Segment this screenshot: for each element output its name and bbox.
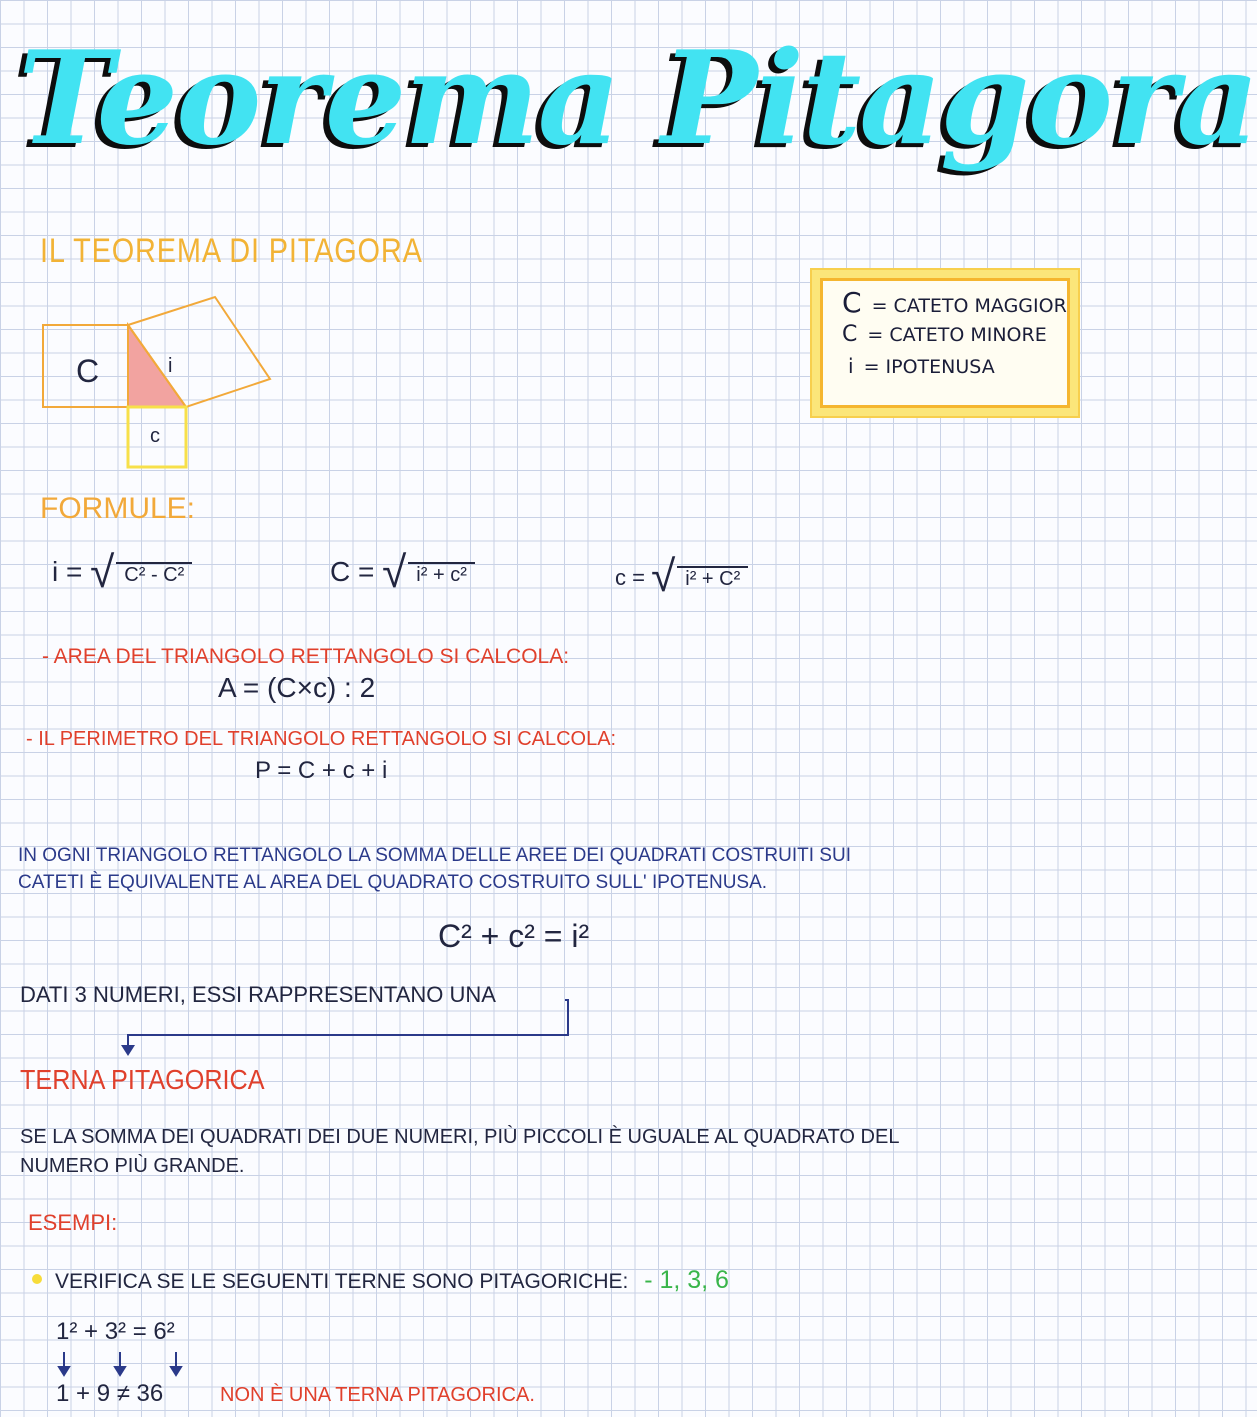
theorem-statement-line-2: CATETI È EQUIVALENTE AL AREA DEL QUADRATO COSTRUITO SULL' IPOTENUSA. (18, 872, 768, 893)
verifica-values: - 1, 3, 6 (644, 1266, 729, 1294)
section-heading: IL TEOREMA DI PITAGORA (40, 232, 423, 270)
legend-text: CATETO MINORE (889, 324, 1047, 346)
theorem-statement-line-1: IN OGNI TRIANGOLO RETTANGOLO LA SOMMA DELLE AREE DEI QUADRATI COSTRUITI SUI (18, 845, 851, 866)
label-minor-leg: c (150, 425, 160, 447)
label-major-leg: C (76, 353, 100, 389)
label-hypotenuse: i (168, 355, 173, 377)
formula-hypotenuse (52, 548, 192, 598)
bullet-icon (32, 1274, 42, 1284)
legend-text: IPOTENUSA (885, 356, 995, 378)
terna-heading: TERNA PITAGORICA (20, 1064, 265, 1095)
down-arrow-icon (110, 990, 580, 1060)
formula-lhs: i = (52, 556, 83, 587)
formula-lhs: c = (615, 565, 645, 590)
terna-definition-line-1: SE LA SOMMA DEI QUADRATI DEI DUE NUMERI, PIÙ PICCOLI È UGUALE AL QUADRATO DEL (20, 1126, 900, 1148)
example-result: 1 + 9 ≠ 36 (56, 1380, 164, 1407)
main-equation: C² + c² = i² (438, 918, 590, 954)
legend-equals: = (863, 356, 880, 378)
down-arrows-icon (56, 1350, 196, 1378)
formula-major-leg (330, 548, 475, 598)
sqrt-symbol: √ (90, 548, 115, 597)
legend-symbol: i (848, 354, 854, 378)
legend-symbol: C (842, 322, 858, 347)
perimeter-formula: P = C + c + i (255, 757, 388, 784)
formule-heading: FORMULE: (40, 492, 196, 525)
terna-definition-line-2: NUMERO PIÙ GRANDE. (20, 1155, 245, 1177)
legend-row (842, 286, 1067, 319)
sqrt-symbol: √ (651, 552, 676, 601)
legend-box (812, 270, 1078, 416)
legend-row (842, 354, 995, 378)
example-squares: 1² + 3² = 6² (56, 1318, 175, 1345)
formula-radicand: i² + c² (408, 562, 475, 587)
example-verdict: NON È UNA TERNA PITAGORICA. (220, 1384, 535, 1406)
pythagoras-diagram (40, 290, 280, 475)
sqrt-symbol: √ (382, 548, 407, 597)
legend-text: CATETO MAGGIOR (893, 295, 1067, 317)
legend-row (842, 322, 1047, 347)
formula-minor-leg (615, 552, 748, 602)
area-formula: A = (C×c) : 2 (218, 672, 376, 703)
legend-equals: = (867, 324, 884, 346)
legend-equals: = (871, 295, 888, 317)
formula-radicand: C² - C² (116, 562, 192, 587)
page-title: Teorema Pitagora (18, 24, 1257, 174)
formula-radicand: i² + C² (677, 566, 748, 591)
perimeter-label: - IL PERIMETRO DEL TRIANGOLO RETTANGOLO SI CALCOLA: (26, 728, 617, 750)
area-label: - AREA DEL TRIANGOLO RETTANGOLO SI CALCOLA: (42, 645, 570, 668)
verifica-label: VERIFICA SE LE SEGUENTI TERNE SONO PITAGORICHE: (55, 1270, 629, 1293)
verifica-text (55, 1266, 729, 1295)
esempi-heading: ESEMPI: (28, 1210, 118, 1235)
legend-symbol: C (842, 286, 862, 319)
formula-lhs: C = (330, 556, 375, 587)
dati-text: DATI 3 NUMERI, ESSI RAPPRESENTANO UNA (20, 982, 496, 1007)
